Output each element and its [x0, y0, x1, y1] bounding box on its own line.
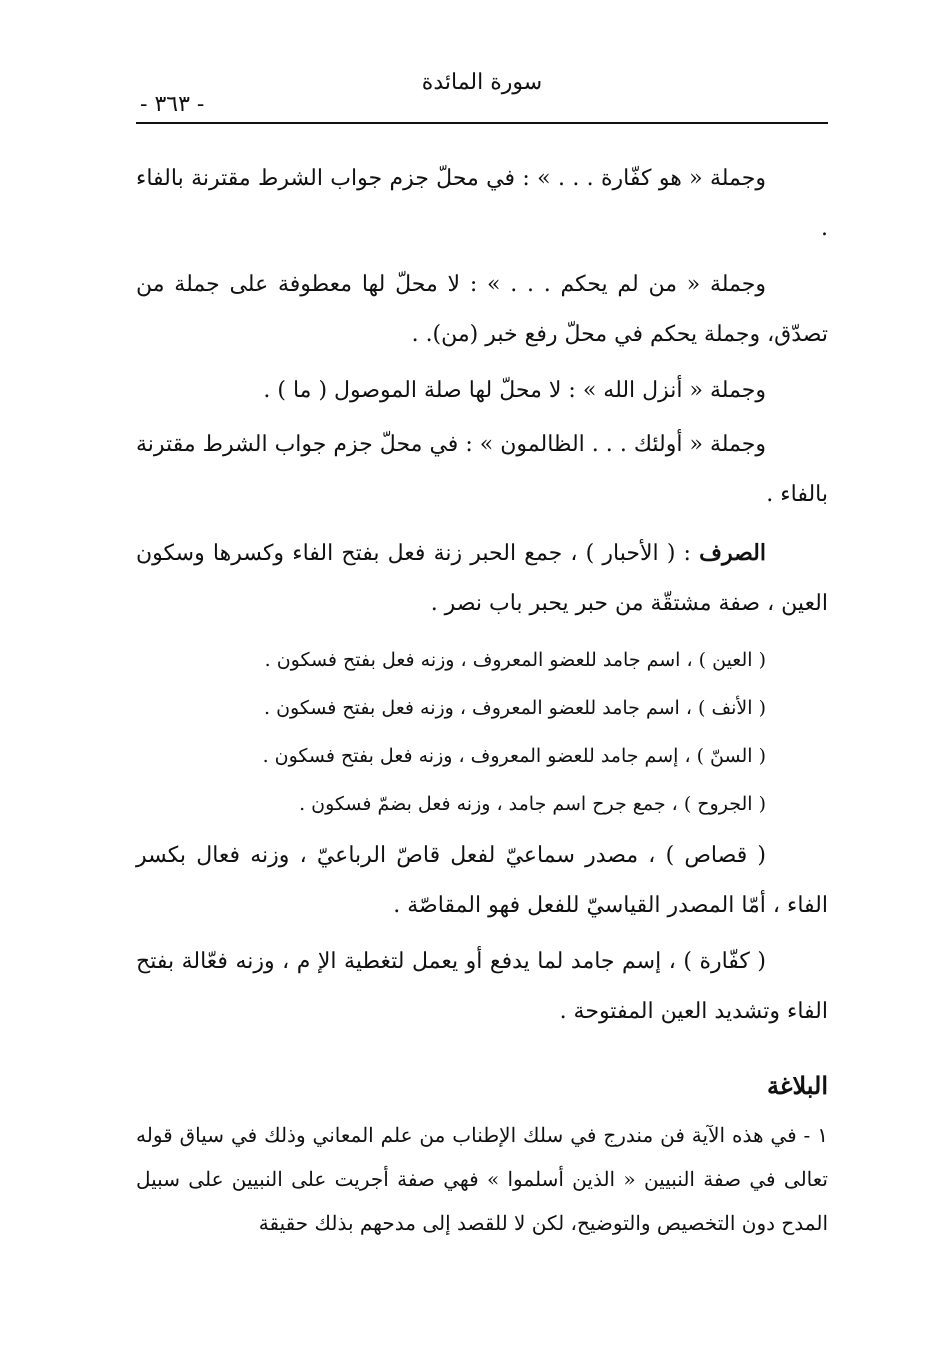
- header-rule: [136, 122, 828, 124]
- paragraph-irab-2: وجملة « من لم يحكم . . . » : لا محلّ لها معطوفة على جملة من تصدّق، وجملة يحكم في محلّ رفع خبر (من). .: [136, 272, 828, 347]
- sarf-intro-paragraph: [136, 528, 828, 629]
- sarf-item: ( قصاص ) ، مصدر سماعيّ لفعل قاصّ الرباعيّ ، وزنه فعال بكسر الفاء ، أمّا المصدر القياسيّ للفعل فهو المقاصّة .: [136, 843, 828, 918]
- paragraph-irab-1: وجملة « هو كفّارة . . . » : في محلّ جزم جواب الشرط مقترنة بالفاء .: [136, 166, 828, 241]
- page-number: - ٣٦٣ -: [140, 92, 205, 117]
- sarf-intro-text: : ( الأحبار ) ، جمع الحبر زنة فعل بفتح الفاء وكسرها وسكون العين ، صفة مشتقّة من حبر يحبر باب نصر .: [136, 541, 828, 616]
- sarf-item: ( الأنف ) ، اسم جامد للعضو المعروف ، وزنه فعل بفتح فسكون .: [263, 697, 766, 719]
- running-title: سورة المائدة: [421, 70, 543, 95]
- balagha-heading: البلاغة: [767, 1071, 828, 1100]
- paragraph-irab-3: وجملة « أنزل الله » : لا محلّ لها صلة الموصول ( ما ) .: [263, 378, 766, 403]
- sarf-item: ( كفّارة ) ، إسم جامد لما يدفع أو يعمل لتغطية الإ م ، وزنه فعّالة بفتح الفاء وتشديد العين المفتوحة .: [136, 949, 828, 1024]
- sarf-item: ( الجروح ) ، جمع جرح اسم جامد ، وزنه فعل بضمّ فسكون .: [299, 793, 766, 815]
- balagha-paragraph: ١ - في هذه الآية فن مندرج في سلك الإطناب من علم المعاني وذلك في سياق قوله تعالى في صفة النبيين « الذين أسلموا » فهي صفة أجريت على النبيين على سبيل المدح دون التخصيص والتوضيح، لكن لا للقصد إلى مدحهم بذلك حقيقة: [136, 1123, 828, 1235]
- page-header: [136, 62, 828, 122]
- sarf-label: الصرف: [699, 540, 766, 566]
- sarf-item: ( السنّ ) ، إسم جامد للعضو المعروف ، وزنه فعل بفتح فسكون .: [262, 745, 766, 767]
- paragraph-irab-4: وجملة « أولئك . . . الظالمون » : في محلّ جزم جواب الشرط مقترنة بالفاء .: [136, 432, 828, 507]
- sarf-item: ( العين ) ، اسم جامد للعضو المعروف ، وزنه فعل بفتح فسكون .: [264, 649, 766, 671]
- page-body: [136, 154, 828, 1245]
